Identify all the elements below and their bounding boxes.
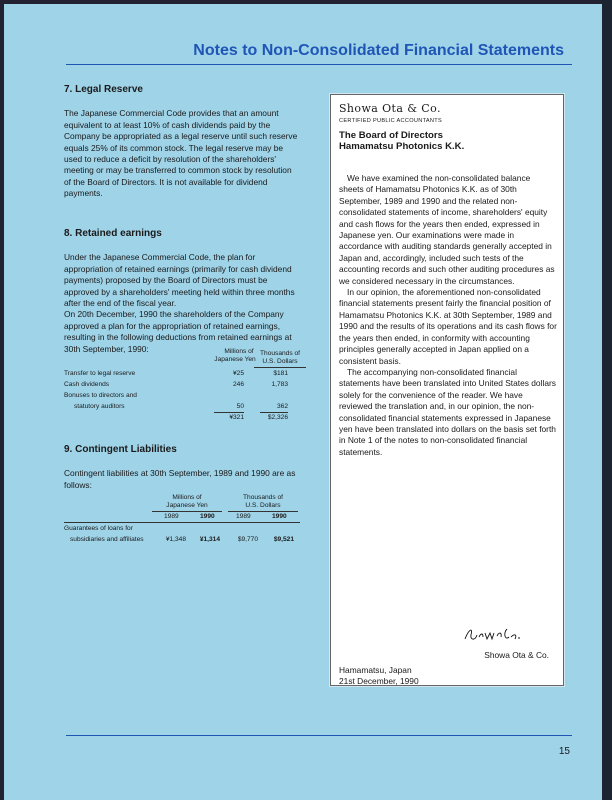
report-content: [339, 103, 557, 458]
col-head-yen-1: Millions of: [224, 348, 254, 355]
divider: [228, 511, 298, 512]
signature-name: Showa Ota & Co.: [484, 650, 549, 660]
row-yen: 246: [232, 381, 244, 388]
table-row: [64, 403, 300, 414]
col-head-usd-2: U.S. Dollars: [254, 358, 306, 368]
table-total-row: [64, 414, 300, 425]
value-usd-1990: $9,521: [273, 536, 294, 543]
col-head-yen-2: Japanese Yen: [214, 356, 256, 363]
report-paragraph: In our opinion, the aforementioned non-consolidated financial statements present fairly the financial position of Hamamatsu Photonics K.K. at 30th September, 1989 and 1990 and the results of its operations and its cash flows for the years then ended, in conformity with accounting principles generally accepted in Japan applied on a consistent basis.: [339, 287, 557, 366]
row-label: Bonuses to directors and: [64, 392, 137, 399]
footer-rule: [66, 735, 572, 736]
year-1989: 1989: [236, 513, 251, 520]
row-label: Transfer to legal reserve: [64, 370, 136, 377]
report-place-date: [339, 665, 419, 688]
table-row: [64, 370, 300, 381]
report-place: Hamamatsu, Japan: [339, 665, 412, 675]
addressee: Hamamatsu Photonics K.K.: [339, 141, 465, 153]
row-label: Guarantees of loans for: [64, 525, 133, 532]
firm-subtitle: CERTIFIED PUBLIC ACCOUNTANTS: [339, 118, 442, 125]
row-label: Cash dividends: [64, 381, 110, 388]
section-heading: 9. Contingent Liabilities: [64, 444, 177, 455]
row-label: subsidiaries and affiliates: [70, 536, 144, 543]
col-head-usd-1: Thousands of: [260, 350, 300, 357]
row-usd: $181: [273, 370, 288, 377]
value-yen-1989: ¥1,348: [165, 536, 186, 543]
firm-name: Showa Ota & Co.: [339, 102, 441, 115]
total-yen: ¥321: [229, 414, 244, 421]
auditors-report: [330, 94, 564, 686]
section-body: On 20th December, 1990 the shareholders of the Company approved a plan for the appropriation of retained earnings, resulting in the following deductions from retained earnings at 30th September, 1990:: [64, 309, 292, 354]
page-number: 15: [558, 746, 570, 757]
section-retained-earnings: [64, 228, 300, 421]
section-legal-reserve: [64, 84, 300, 200]
section-heading: 7. Legal Reserve: [64, 84, 143, 95]
table-row: [64, 381, 300, 392]
col-head-usd-1: Thousands of: [243, 494, 283, 501]
row-yen: 50: [214, 403, 244, 413]
section-contingent-liabilities: [64, 444, 300, 543]
col-head-yen-2: Japanese Yen: [166, 502, 208, 509]
page-title: Notes to Non-Consolidated Financial Statements: [193, 42, 564, 59]
scan-border-top: [0, 0, 612, 4]
divider: [152, 511, 222, 512]
table-row: [64, 392, 300, 403]
row-yen: ¥25: [232, 370, 244, 377]
row-usd: 1,783: [271, 381, 288, 388]
addressee: The Board of Directors: [339, 129, 443, 141]
header-rule: [66, 64, 572, 65]
row-label: statutory auditors: [74, 403, 125, 410]
report-paragraph: We have examined the non-consolidated balance sheets of Hamamatsu Photonics K.K. as of 30th September, 1989 and 1990 and the related non-consolidated statements of income, shareholders' equity and cash flows for the years then ended, expressed in Japanese yen. Our examinations were made in accordance with auditing standards generally accepted in Japan and, accordingly, included such tests of the accounting records and such other auditing procedures as we considered necessary in the circumstances.: [339, 173, 555, 286]
value-usd-1989: $9,770: [237, 536, 258, 543]
section-heading: 8. Retained earnings: [64, 228, 162, 239]
row-usd: 362: [260, 403, 288, 413]
section-body: The Japanese Commercial Code provides that an amount equivalent to at least 10% of cash dividends paid by the Company be appropriated as a legal reserve until such reserve equals 25% of its common stock. The legal reserve may be used to reduce a deficit by resolution of the shareholders' meeting or may be transferred to common stock by resolution of the Board of Directors. It is not available for dividend payments.: [64, 108, 298, 199]
section-body: Contingent liabilities at 30th September, 1989 and 1990 are as follows:: [64, 468, 296, 490]
report-date: 21st December, 1990: [339, 676, 419, 687]
handwritten-signature: [463, 623, 523, 645]
year-1990: 1990: [272, 513, 287, 520]
year-1990: 1990: [200, 513, 215, 520]
value-yen-1990: ¥1,314: [199, 536, 220, 543]
col-head-yen-1: Millions of: [172, 494, 202, 501]
report-paragraph: The accompanying non-consolidated financial statements have been translated into United States dollars solely for the convenience of the reader. We have reviewed the translation and, in our opinion, the non-consolidated financial statements expressed in Japanese yen have been translated into dollars on the basis set forth in Note 1 of the notes to non-consolidated financial statements.: [339, 366, 556, 457]
divider: [64, 522, 300, 523]
year-1989: 1989: [164, 513, 179, 520]
total-usd: $2,326: [267, 414, 288, 421]
col-head-usd-2: U.S. Dollars: [245, 502, 281, 509]
scan-border-right: [602, 0, 612, 800]
scan-border-left: [0, 0, 4, 800]
section-body: Under the Japanese Commercial Code, the plan for appropriation of retained earnings (primarily for cash dividend payments) proposed by the Board of Directors must be approved by a shareholders' meeting held within three months after the end of the fiscal year.: [64, 252, 295, 309]
